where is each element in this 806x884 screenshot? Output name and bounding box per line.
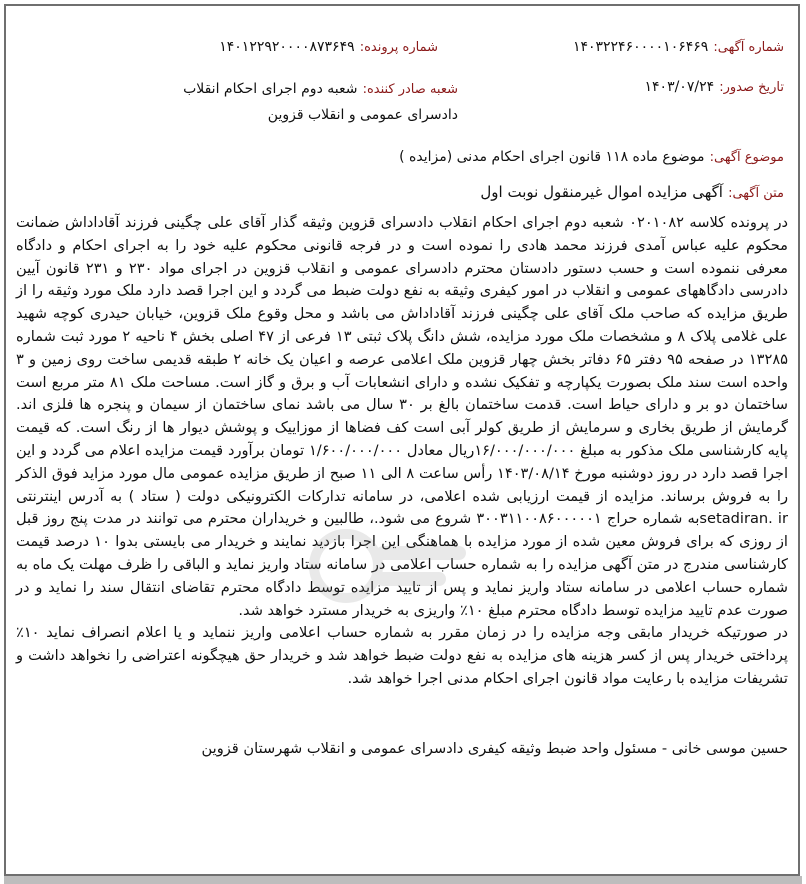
case-number-label: شماره پرونده: [359,40,438,55]
ad-number-row [573,36,784,55]
issue-date-value: ۱۴۰۳/۰۷/۲۴ [644,79,715,95]
notice-body [16,212,788,691]
issuer-value: شعبه دوم اجرای احکام انقلاب دادسرای عمومی و انقلاب قزوین [183,81,458,123]
ad-number-value: ۱۴۰۳۲۲۴۶۰۰۰۰۱۰۶۴۶۹ [572,39,709,55]
case-number-value: ۱۴۰۱۲۲۹۲۰۰۰۰۸۷۳۶۴۹ [219,39,355,55]
subject-value: موضوع ماده ۱۱۸ قانون اجرای احکام مدنی (مزایده ) [399,149,705,165]
text-title-row [480,182,784,201]
issue-date-row [645,76,784,95]
issuer-row [138,76,458,127]
subject-label: موضوع آگهی: [709,150,784,165]
signature-line: حسین موسی خانی - مسئول واحد ضبط وثیقه کیفری دادسرای عمومی و انقلاب شهرستان قزوین [201,740,788,757]
subject-row [399,146,784,165]
text-title: آگهی مزایده اموال غیرمنقول نوبت اول [480,183,723,201]
issue-date-label: تاریخ صدور: [719,80,784,95]
issuer-label: شعبه صادر کننده: [362,82,458,97]
text-label: متن آگهی: [728,186,784,201]
body-paragraph: در پرونده کلاسه ۰۲۰۱۰۸۲ شعبه دوم اجرای احکام انقلاب دادسرای قزوین وثیقه گذار آقای علی چگینی فرزند آقاداداش ضمانت محکوم علیه عباس آمدی فرزند محمد هادی را نموده است و در فرجه قانونی محکوم علیه خود را به اجرای احکام و دادگاه معرفی ننموده است و حسب دستور دادستان محترم دادسرای عمومی و انقلاب قزوین در اجرای مواد ۲۳۰ و ۲۳۱ قانون آیین دادرسی دادگاههای عمومی و انقلاب در امور کیفری وثیقه به نفع دولت ضبط می گردد و این اجرا قصد دارد ملک مورد وثیقه را از طریق مزایده که صاحب ملک آقای علی چگینی فرزند آقاداداش می باشد و محل وقوع ملک قزوین، خیابان حیدری کوچه شهید علی غلامی پلاک ۸ و مشخصات ملک مورد مزایده، شش دانگ پلاک ثبتی ۱۳ فرعی از ۴۷ اصلی بخش ۴ ناحیه ۲ مورد ثبت شماره ۱۳۲۸۵ در صفحه ۹۵ دفتر ۶۵ دفاتر بخش چهار قزوین ملک اعلامی عرصه و اعیان یک خانه ۲ طبقه قدیمی ساخت روی زمین و ۳ واحده است سند ملک بصورت یکپارچه و تفکیک نشده و دارای انشعابات آب و برق و گاز است. مساحت ملک ۸۱ متر مربع است ساختمان دو بر و دارای حیاط است. قدمت ساختمان بالغ بر ۳۰ سال می باشد نمای ساختمان از سیمان و پنجره ها فلزی اند. گرمایش از طریق بخاری و سرمایش از طریق کولر آبی است کف فضاها از موزاییک و پوشش دیوار ها از رنگ است. که قیمت پایه کارشناسی ملک مذکور به مبلغ ۱۶/۰۰۰/۰۰۰/۰۰۰ریال معادل ۱/۶۰۰/۰۰۰/۰۰۰ تومان برآورد قیمت مزایده اعلام می گردد و این اجرا قصد دارد در روز دوشنبه مورخ ۱۴۰۳/۰۸/۱۴ رأس ساعت ۸ الی ۱۱ صبح از طریق مزایده عمومی مال مورد مزاید فوق الذکر را به فروش برساند. مزایده از قیمت ارزیابی شده اعلامی، در سامانه تدارکات الکترونیکی دولت ( ستاد ) به آدرس اینترنتی setadiran. irبه شماره حراج ۳۰۰۳۱۱۰۰۸۶۰۰۰۰۰۱ شروع می شود.، طالبین و خریداران محترم می توانند در مدت پنج روز قبل از روزی که برای فروش معین شده از مورد مزایده با هماهنگی این اجرا بازدید نمایند و خریدار می بایستی بدوا ۱۰ درصد قیمت کارشناسی مندرج در متن آگهی مزایده را به شماره حساب اعلامی در سامانه ستاد واریز نماید و الباقی را ظرف مهلت یک ماه به شماره حساب اعلامی در سامانه ستاد واریز نماید و پس از تایید مزایده توسط دادگاه محترم تقاضای انتقال سند را نماید و در صورت عدم تایید مزایده توسط دادگاه محترم مبلغ ۱۰٪ واریزی به خریدار مسترد خواهد شد. [16,214,789,619]
bottom-bar [4,876,802,884]
case-number-row [219,36,438,55]
body-paragraph: در صورتیکه خریدار مابقی وجه مزایده را در زمان مقرر به شماره حساب اعلامی واریز ننماید و یا اعلام انصراف نماید ۱۰٪ پرداختی خریدار پس از کسر هزینه های مزایده به نفع دولت ضبط خواهد شد و خریدار حق هیچگونه اعتراضی را نخواهد داشت و تشریفات مزایده با رعایت مواد قانون اجرای احکام مدنی اجرا خواهد شد. [16,624,788,687]
notice-frame [4,4,800,876]
ad-number-label: شماره آگهی: [713,40,784,55]
